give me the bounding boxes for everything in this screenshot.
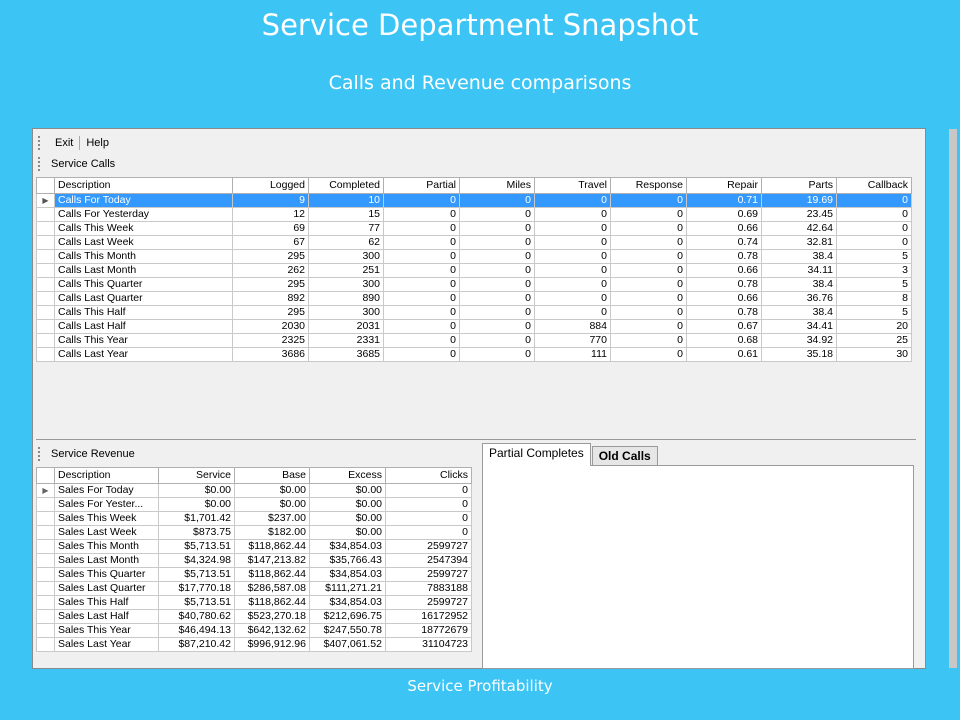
service-revenue-label-bar (36, 445, 135, 463)
table-row[interactable] (37, 348, 912, 362)
row-header-cell[interactable] (37, 596, 55, 610)
table-cell[interactable]: 2599727 (386, 596, 472, 610)
table-cell[interactable]: 31104723 (386, 638, 472, 652)
table-cell[interactable]: 0 (535, 208, 611, 222)
calls-column-header[interactable]: Response (611, 178, 687, 194)
calls-column-header[interactable]: Repair (687, 178, 762, 194)
table-cell[interactable]: 0.74 (687, 236, 762, 250)
table-cell[interactable]: $46,494.13 (159, 624, 235, 638)
table-row[interactable] (37, 292, 912, 306)
table-cell[interactable]: 0 (460, 278, 535, 292)
row-header-cell[interactable] (37, 540, 55, 554)
table-cell[interactable]: $0.00 (310, 498, 386, 512)
calls-column-header[interactable]: Completed (309, 178, 384, 194)
table-cell[interactable]: 2031 (309, 320, 384, 334)
table-cell[interactable]: 0 (460, 194, 535, 208)
table-cell[interactable]: 0 (611, 194, 687, 208)
row-header-cell[interactable] (37, 334, 55, 348)
menubar (36, 133, 916, 153)
table-cell[interactable]: 0.78 (687, 278, 762, 292)
tabstrip (482, 443, 914, 465)
table-cell[interactable]: Sales Last Half (55, 610, 159, 624)
table-cell[interactable]: 2547394 (386, 554, 472, 568)
table-row[interactable] (37, 208, 912, 222)
tab-content-partial-completes[interactable] (482, 465, 914, 669)
table-cell[interactable]: $87,210.42 (159, 638, 235, 652)
table-cell[interactable]: 0 (837, 222, 912, 236)
table-cell[interactable]: 0 (384, 208, 460, 222)
table-cell[interactable]: 34.41 (762, 320, 837, 334)
table-cell[interactable]: 2599727 (386, 568, 472, 582)
table-cell[interactable]: Calls Last Quarter (55, 292, 233, 306)
row-header-cell[interactable] (37, 582, 55, 596)
table-cell[interactable]: Calls Last Half (55, 320, 233, 334)
table-cell[interactable]: $0.00 (310, 484, 386, 498)
table-row[interactable] (37, 194, 912, 208)
table-cell[interactable]: Calls For Yesterday (55, 208, 233, 222)
table-cell[interactable]: 32.81 (762, 236, 837, 250)
calls-column-header[interactable]: Callback (837, 178, 912, 194)
toolbar-grip-icon[interactable] (38, 157, 43, 171)
table-cell[interactable]: 300 (309, 278, 384, 292)
table-cell[interactable]: 38.4 (762, 250, 837, 264)
table-cell[interactable]: Sales This Week (55, 512, 159, 526)
row-header-cell[interactable] (37, 236, 55, 250)
table-cell[interactable]: 30 (837, 348, 912, 362)
table-cell[interactable]: 77 (309, 222, 384, 236)
table-cell[interactable]: 0 (384, 348, 460, 362)
table-cell[interactable]: Calls This Week (55, 222, 233, 236)
table-cell[interactable]: Calls For Today (55, 194, 233, 208)
table-cell[interactable]: 0 (460, 222, 535, 236)
table-cell[interactable]: 0 (837, 194, 912, 208)
calls-column-header[interactable]: Logged (233, 178, 309, 194)
table-cell[interactable]: 16172952 (386, 610, 472, 624)
row-header-cell[interactable] (37, 208, 55, 222)
table-cell[interactable]: 15 (309, 208, 384, 222)
table-cell[interactable]: 2331 (309, 334, 384, 348)
table-cell[interactable]: 69 (233, 222, 309, 236)
table-row[interactable] (37, 498, 472, 512)
row-header-cell[interactable] (37, 306, 55, 320)
table-cell[interactable]: 7883188 (386, 582, 472, 596)
table-cell[interactable]: Sales Last Week (55, 526, 159, 540)
table-cell[interactable]: Sales For Today (55, 484, 159, 498)
table-cell[interactable]: 0 (837, 236, 912, 250)
row-header-cell[interactable] (37, 624, 55, 638)
table-cell[interactable]: 0 (611, 292, 687, 306)
table-row[interactable] (37, 554, 472, 568)
table-cell[interactable]: 20 (837, 320, 912, 334)
table-cell[interactable]: 0 (535, 222, 611, 236)
table-cell[interactable]: 0 (611, 264, 687, 278)
toolbar-grip-icon[interactable] (38, 447, 43, 461)
table-cell[interactable]: 0 (384, 292, 460, 306)
table-cell[interactable]: 0 (535, 306, 611, 320)
table-cell[interactable]: 35.18 (762, 348, 837, 362)
table-cell[interactable]: Sales For Yester... (55, 498, 159, 512)
table-cell[interactable]: 0 (611, 208, 687, 222)
table-cell[interactable]: 36.76 (762, 292, 837, 306)
table-cell[interactable]: 3685 (309, 348, 384, 362)
revenue-column-header[interactable]: Description (55, 468, 159, 484)
table-cell[interactable]: $0.00 (159, 498, 235, 512)
row-header-cell[interactable] (37, 554, 55, 568)
table-cell[interactable]: $5,713.51 (159, 568, 235, 582)
table-cell[interactable]: $5,713.51 (159, 540, 235, 554)
tab-partial-completes[interactable]: Partial Completes (482, 443, 591, 466)
table-cell[interactable]: 12 (233, 208, 309, 222)
table-cell[interactable]: Calls This Month (55, 250, 233, 264)
table-cell[interactable]: $0.00 (310, 512, 386, 526)
revenue-column-header[interactable]: Base (235, 468, 310, 484)
table-cell[interactable]: 0 (384, 334, 460, 348)
table-cell[interactable]: 0 (384, 278, 460, 292)
table-cell[interactable]: Sales Last Month (55, 554, 159, 568)
table-cell[interactable]: 3 (837, 264, 912, 278)
table-cell[interactable]: 2030 (233, 320, 309, 334)
calls-column-header[interactable]: Travel (535, 178, 611, 194)
table-row[interactable] (37, 596, 472, 610)
app-window (32, 128, 926, 669)
table-cell[interactable]: $286,587.08 (235, 582, 310, 596)
row-header-cell[interactable] (37, 292, 55, 306)
table-cell[interactable]: 2599727 (386, 540, 472, 554)
table-cell[interactable]: 0.66 (687, 222, 762, 236)
table-cell[interactable]: 0 (611, 348, 687, 362)
table-cell[interactable]: 38.4 (762, 278, 837, 292)
table-cell[interactable]: 0 (460, 320, 535, 334)
table-cell[interactable]: 3686 (233, 348, 309, 362)
menu-help[interactable]: Help (86, 137, 109, 149)
revenue-column-header[interactable]: Clicks (386, 468, 472, 484)
table-cell[interactable]: 0 (384, 306, 460, 320)
slide-title: Service Department Snapshot (261, 8, 699, 42)
revenue-column-header[interactable]: Excess (310, 468, 386, 484)
table-cell[interactable]: 19.69 (762, 194, 837, 208)
table-cell[interactable]: 42.64 (762, 222, 837, 236)
table-cell[interactable]: 300 (309, 250, 384, 264)
table-cell[interactable]: 0.66 (687, 292, 762, 306)
row-header-cell[interactable] (37, 264, 55, 278)
table-row[interactable] (37, 320, 912, 334)
table-cell[interactable]: $182.00 (235, 526, 310, 540)
table-cell[interactable]: 0 (384, 194, 460, 208)
table-cell[interactable]: Sales Last Quarter (55, 582, 159, 596)
calls-column-header[interactable]: Miles (460, 178, 535, 194)
table-cell[interactable]: $0.00 (159, 484, 235, 498)
table-cell[interactable]: 5 (837, 306, 912, 320)
table-cell[interactable]: 0 (611, 250, 687, 264)
table-cell[interactable]: Sales This Month (55, 540, 159, 554)
table-cell[interactable]: 34.92 (762, 334, 837, 348)
table-cell[interactable]: 770 (535, 334, 611, 348)
table-row[interactable] (37, 624, 472, 638)
row-header-cell[interactable] (37, 320, 55, 334)
table-cell[interactable]: 0 (611, 334, 687, 348)
table-cell[interactable]: 0 (460, 292, 535, 306)
table-cell[interactable]: 0 (386, 498, 472, 512)
table-row[interactable] (37, 484, 472, 498)
table-cell[interactable]: 0 (384, 250, 460, 264)
row-header-cell[interactable] (37, 348, 55, 362)
table-row[interactable] (37, 306, 912, 320)
table-cell[interactable]: 0 (384, 264, 460, 278)
table-cell[interactable]: 9 (233, 194, 309, 208)
table-cell[interactable]: $147,213.82 (235, 554, 310, 568)
table-cell[interactable]: 0 (386, 512, 472, 526)
table-cell[interactable]: 0 (837, 208, 912, 222)
revenue-column-header[interactable]: Service (159, 468, 235, 484)
table-cell[interactable]: 0 (384, 236, 460, 250)
table-cell[interactable]: $642,132.62 (235, 624, 310, 638)
table-cell[interactable]: 2325 (233, 334, 309, 348)
current-row-indicator-icon[interactable]: ▶ (37, 194, 55, 208)
table-cell[interactable]: $212,696.75 (310, 610, 386, 624)
service-calls-label: Service Calls (51, 158, 116, 170)
table-cell[interactable]: Calls Last Year (55, 348, 233, 362)
table-cell[interactable]: 0.61 (687, 348, 762, 362)
table-row[interactable] (37, 222, 912, 236)
table-cell[interactable]: 0.68 (687, 334, 762, 348)
table-cell[interactable]: 295 (233, 278, 309, 292)
table-cell[interactable]: 0.71 (687, 194, 762, 208)
table-row[interactable] (37, 512, 472, 526)
row-header-cell[interactable] (37, 278, 55, 292)
table-cell[interactable]: $40,780.62 (159, 610, 235, 624)
service-revenue-table[interactable] (36, 467, 472, 652)
calls-column-header[interactable]: Description (55, 178, 233, 194)
table-cell[interactable]: 0.78 (687, 306, 762, 320)
table-cell[interactable]: 62 (309, 236, 384, 250)
table-cell[interactable]: $17,770.18 (159, 582, 235, 596)
table-cell[interactable]: 892 (233, 292, 309, 306)
service-revenue-label: Service Revenue (51, 448, 135, 460)
table-cell[interactable]: 0 (460, 236, 535, 250)
table-cell[interactable]: $873.75 (159, 526, 235, 540)
table-cell[interactable]: 10 (309, 194, 384, 208)
row-header-cell[interactable] (37, 526, 55, 540)
calls-column-header[interactable]: Parts (762, 178, 837, 194)
table-cell[interactable]: 23.45 (762, 208, 837, 222)
table-cell[interactable]: 0.66 (687, 264, 762, 278)
table-cell[interactable]: $237.00 (235, 512, 310, 526)
table-cell[interactable]: 0 (460, 334, 535, 348)
table-cell[interactable]: 0 (460, 250, 535, 264)
table-cell[interactable]: Sales This Half (55, 596, 159, 610)
tab-old-calls[interactable]: Old Calls (592, 446, 658, 465)
table-cell[interactable]: 0 (535, 292, 611, 306)
table-cell[interactable]: $0.00 (235, 498, 310, 512)
tabs-area (482, 443, 914, 668)
table-cell[interactable]: Sales This Quarter (55, 568, 159, 582)
window-edge (949, 129, 957, 668)
table-cell[interactable]: $34,854.03 (310, 540, 386, 554)
table-cell[interactable]: 890 (309, 292, 384, 306)
table-cell[interactable]: 0 (460, 264, 535, 278)
menu-exit[interactable]: Exit (55, 137, 74, 149)
table-cell[interactable]: 262 (233, 264, 309, 278)
table-row[interactable] (37, 278, 912, 292)
table-cell[interactable]: 67 (233, 236, 309, 250)
row-header-cell[interactable] (37, 610, 55, 624)
table-cell[interactable]: 251 (309, 264, 384, 278)
table-cell[interactable]: $996,912.96 (235, 638, 310, 652)
toolbar-grip-icon[interactable] (38, 136, 43, 150)
row-header-cell[interactable] (37, 222, 55, 236)
service-calls-table[interactable] (36, 177, 912, 362)
service-calls-label-bar (36, 155, 115, 173)
table-cell[interactable]: 295 (233, 306, 309, 320)
table-row[interactable] (37, 568, 472, 582)
table-cell[interactable]: 111 (535, 348, 611, 362)
table-cell[interactable]: 295 (233, 250, 309, 264)
table-cell[interactable]: Calls Last Week (55, 236, 233, 250)
table-cell[interactable]: 0 (611, 278, 687, 292)
service-revenue-grid[interactable] (36, 467, 476, 667)
table-cell[interactable]: 0 (386, 484, 472, 498)
table-row[interactable] (37, 250, 912, 264)
table-cell[interactable]: $523,270.18 (235, 610, 310, 624)
table-cell[interactable]: 18772679 (386, 624, 472, 638)
row-header-cell[interactable] (37, 498, 55, 512)
calls-column-header[interactable]: Partial (384, 178, 460, 194)
table-cell[interactable]: 300 (309, 306, 384, 320)
table-row[interactable] (37, 236, 912, 250)
table-cell[interactable]: $34,854.03 (310, 568, 386, 582)
table-cell[interactable]: Sales Last Year (55, 638, 159, 652)
table-cell[interactable]: $407,061.52 (310, 638, 386, 652)
table-cell[interactable]: 0 (611, 306, 687, 320)
table-cell[interactable]: 0 (386, 526, 472, 540)
table-cell[interactable]: 0 (611, 320, 687, 334)
table-cell[interactable]: $111,271.21 (310, 582, 386, 596)
current-row-indicator-icon[interactable]: ▶ (37, 484, 55, 498)
table-cell[interactable]: $34,854.03 (310, 596, 386, 610)
table-cell[interactable]: $1,701.42 (159, 512, 235, 526)
table-row[interactable] (37, 526, 472, 540)
table-cell[interactable]: 5 (837, 250, 912, 264)
table-cell[interactable]: 0 (535, 250, 611, 264)
table-row[interactable] (37, 610, 472, 624)
table-cell[interactable]: 0 (535, 236, 611, 250)
table-cell[interactable]: 5 (837, 278, 912, 292)
table-cell[interactable]: 0.78 (687, 250, 762, 264)
table-cell[interactable]: 0 (535, 194, 611, 208)
table-cell[interactable]: Calls Last Month (55, 264, 233, 278)
table-cell[interactable]: 0 (460, 348, 535, 362)
table-cell[interactable]: 0 (611, 222, 687, 236)
table-row[interactable] (37, 638, 472, 652)
table-cell[interactable]: Calls This Quarter (55, 278, 233, 292)
table-cell[interactable]: 0 (535, 264, 611, 278)
table-cell[interactable]: $35,766.43 (310, 554, 386, 568)
table-cell[interactable]: 0 (535, 278, 611, 292)
table-cell[interactable]: $118,862.44 (235, 540, 310, 554)
table-cell[interactable]: $5,713.51 (159, 596, 235, 610)
table-cell[interactable]: $118,862.44 (235, 596, 310, 610)
table-cell[interactable]: 0.67 (687, 320, 762, 334)
table-cell[interactable]: $0.00 (235, 484, 310, 498)
table-cell[interactable]: 34.11 (762, 264, 837, 278)
row-header-cell[interactable] (37, 512, 55, 526)
calls-corner-cell[interactable] (37, 178, 55, 194)
table-cell[interactable]: $247,550.78 (310, 624, 386, 638)
table-cell[interactable]: $0.00 (310, 526, 386, 540)
table-row[interactable] (37, 334, 912, 348)
table-cell[interactable]: 0.69 (687, 208, 762, 222)
table-cell[interactable]: 0 (384, 222, 460, 236)
row-header-cell[interactable] (37, 568, 55, 582)
revenue-corner-cell[interactable] (37, 468, 55, 484)
table-cell[interactable]: 0 (384, 320, 460, 334)
table-row[interactable] (37, 264, 912, 278)
slide-subtitle: Calls and Revenue comparisons (328, 72, 632, 94)
table-cell[interactable]: 0 (611, 236, 687, 250)
table-cell[interactable]: 0 (460, 208, 535, 222)
table-row[interactable] (37, 582, 472, 596)
table-cell[interactable]: 38.4 (762, 306, 837, 320)
table-cell[interactable]: $4,324.98 (159, 554, 235, 568)
table-row[interactable] (37, 540, 472, 554)
table-cell[interactable]: 8 (837, 292, 912, 306)
table-cell[interactable]: Calls This Half (55, 306, 233, 320)
table-cell[interactable]: Sales This Year (55, 624, 159, 638)
row-header-cell[interactable] (37, 250, 55, 264)
table-cell[interactable]: $118,862.44 (235, 568, 310, 582)
slide-footer: Service Profitability (407, 677, 553, 695)
table-cell[interactable]: 25 (837, 334, 912, 348)
table-cell[interactable]: 884 (535, 320, 611, 334)
service-calls-grid[interactable] (36, 177, 916, 440)
table-cell[interactable]: Calls This Year (55, 334, 233, 348)
table-cell[interactable]: 0 (460, 306, 535, 320)
row-header-cell[interactable] (37, 638, 55, 652)
